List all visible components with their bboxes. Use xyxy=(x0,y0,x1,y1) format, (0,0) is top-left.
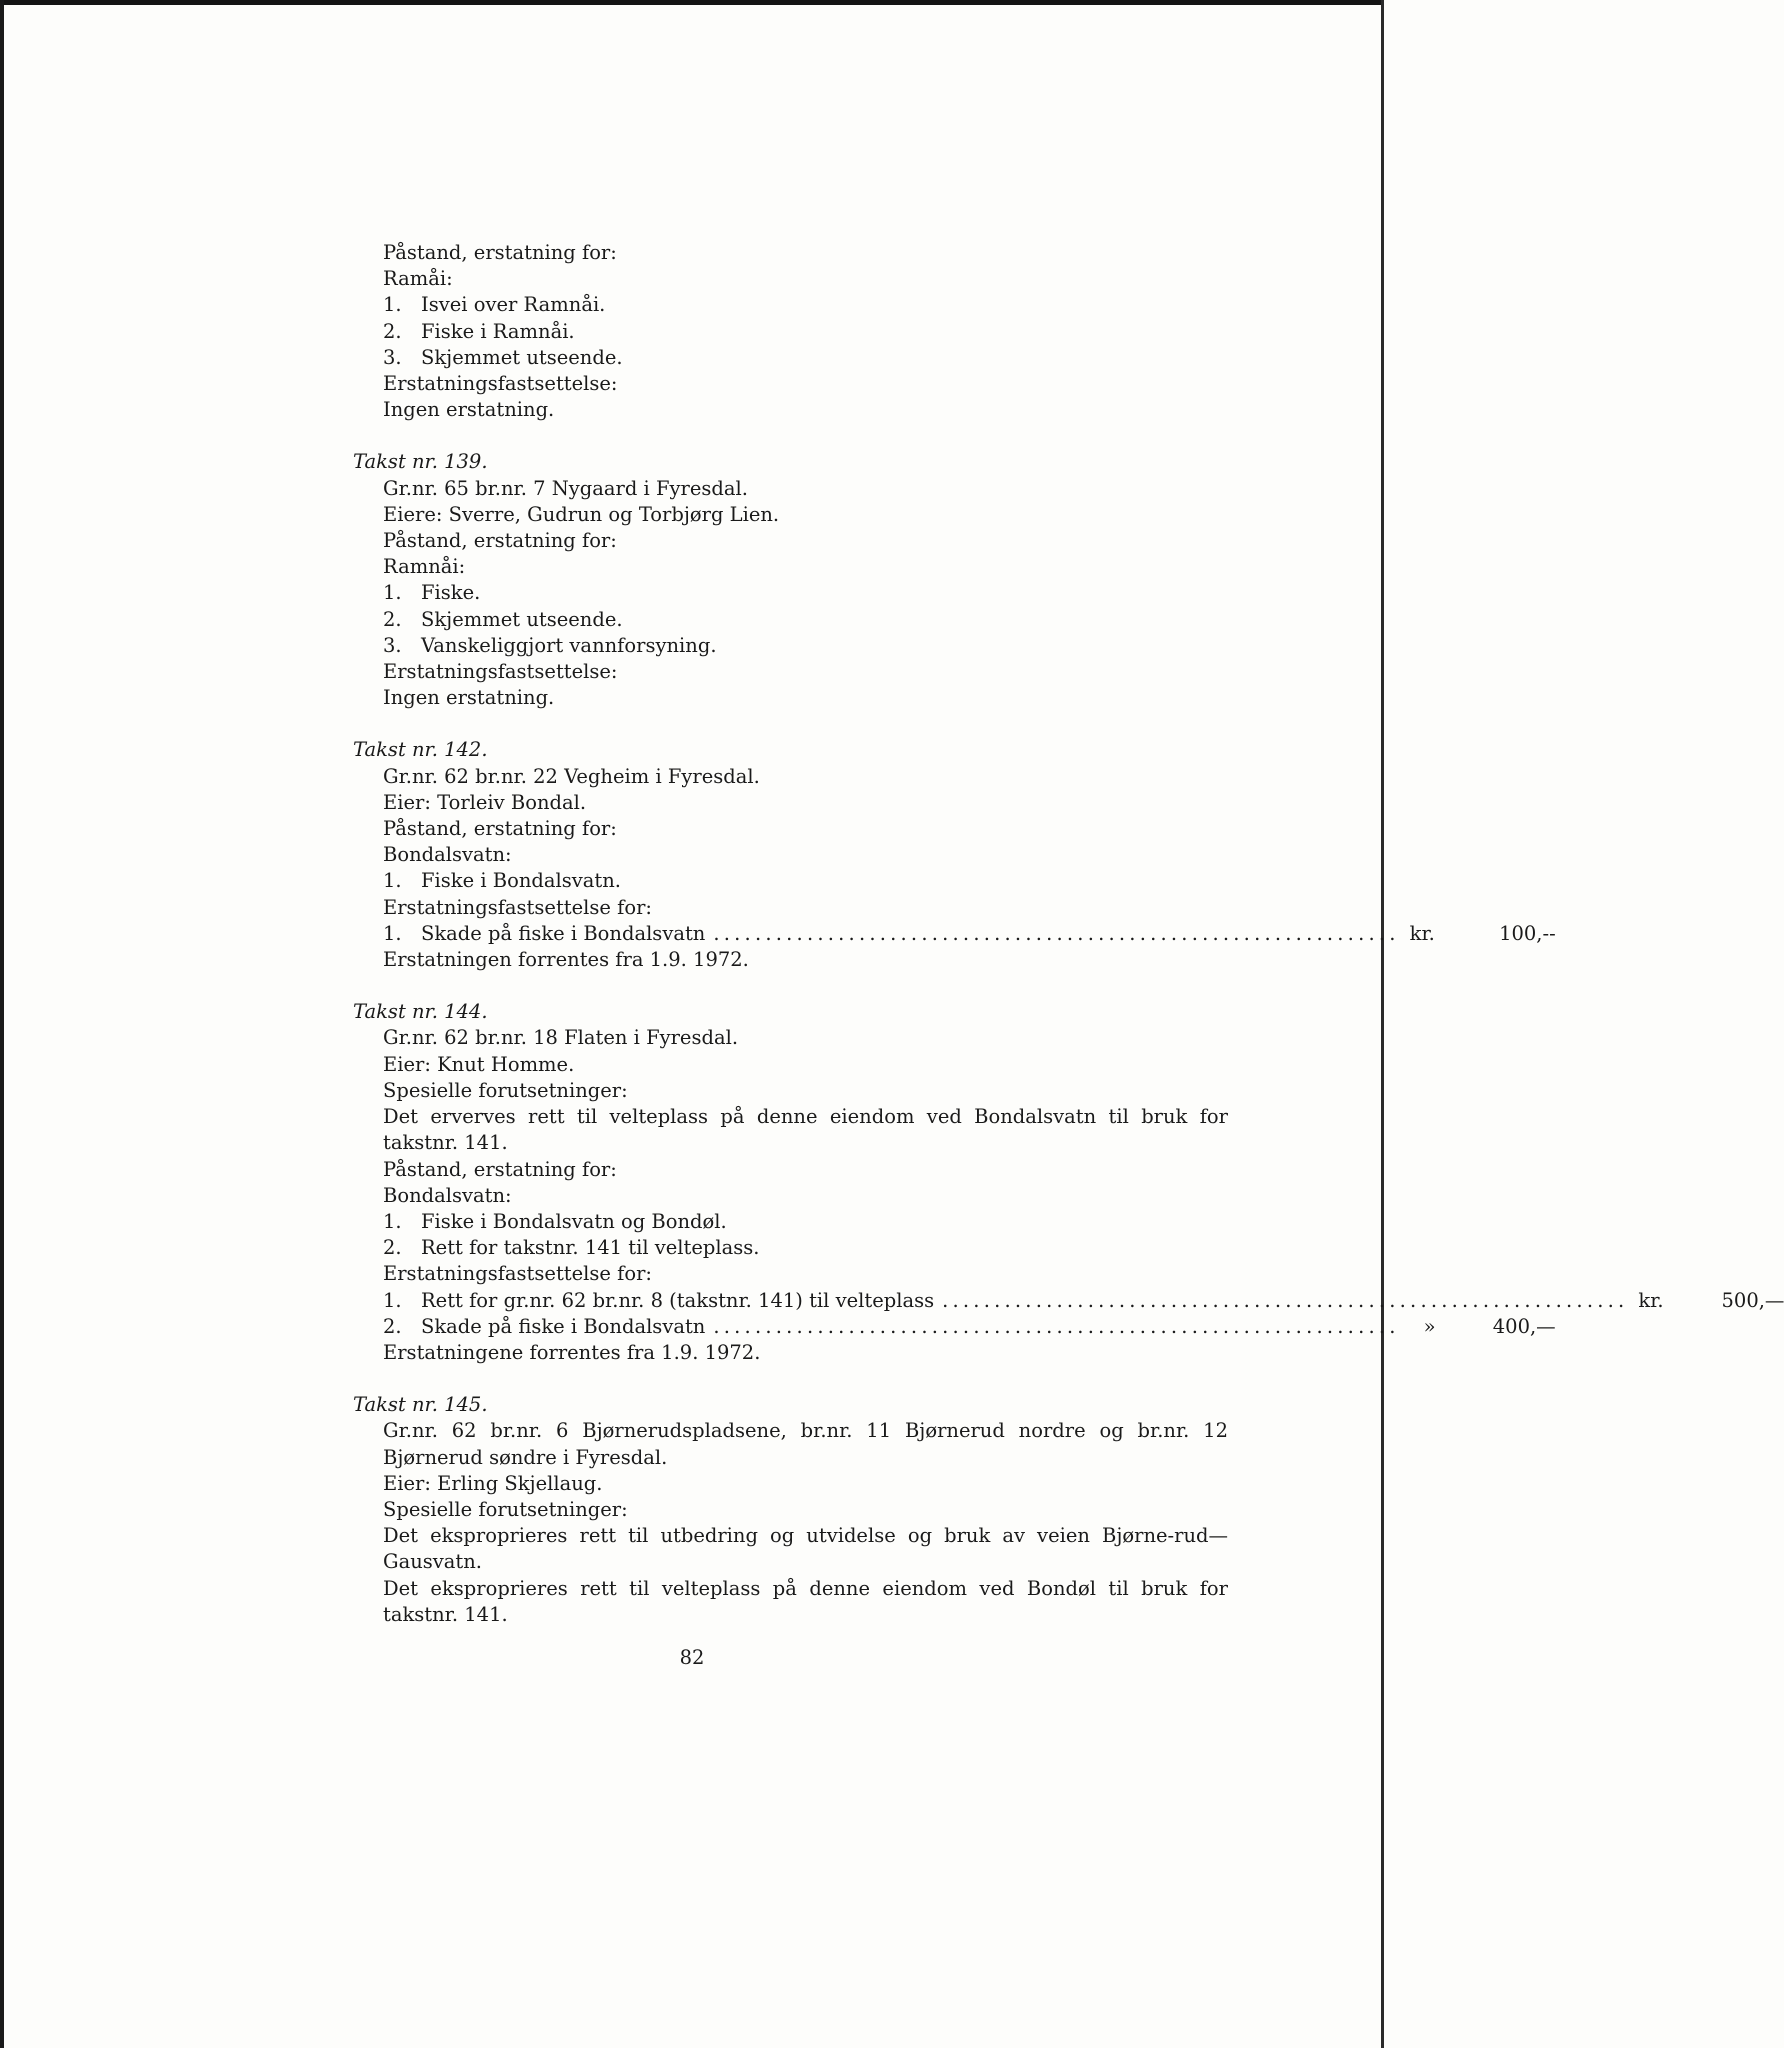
conditions-label: Spesielle forutsetninger: xyxy=(383,1078,628,1102)
item-number: 1. xyxy=(383,581,402,605)
property-line: Gr.nr. 65 br.nr. 7 Nygaard i Fyresdal. xyxy=(383,476,748,500)
item-number: 1. xyxy=(383,869,402,893)
list-item xyxy=(353,633,1228,659)
settlement-label: Erstatningsfastsettelse for: xyxy=(383,1262,652,1286)
item-text: Skjemmet utseende. xyxy=(421,345,623,369)
owner-line: Eier: Erling Skjellaug. xyxy=(383,1471,603,1495)
conditions-paragraph: Det erverves rett til velteplass på denne eiendom ved Bondalsvatn til bruk for takstnr. 141. xyxy=(383,1105,1228,1155)
item-text: Fiske i Ramnåi. xyxy=(421,319,575,343)
settlement-label: Erstatningsfastsettelse: xyxy=(383,372,618,396)
owner-line: Eiere: Sverre, Gudrun og Torbjørg Lien. xyxy=(383,502,780,526)
claim-label: Påstand, erstatning for: xyxy=(383,817,617,841)
item-number: 2. xyxy=(383,319,402,343)
amount-value: 500,— xyxy=(1721,1288,1784,1312)
item-text: Skjemmet utseende. xyxy=(421,607,623,631)
list-item xyxy=(353,607,1228,633)
item-number: 2. xyxy=(383,1314,402,1338)
item-number: 3. xyxy=(383,345,402,369)
list-item xyxy=(353,1209,1228,1235)
property-paragraph: Gr.nr. 62 br.nr. 6 Bjørnerudspladsene, br.nr. 11 Bjørnerud nordre og br.nr. 12 Bjørnerud søndre i Fyresdal. xyxy=(383,1419,1228,1469)
item-text: Rett for takstnr. 141 til velteplass. xyxy=(421,1236,760,1260)
settlement-label: Erstatningsfastsettelse: xyxy=(383,660,618,684)
list-item xyxy=(353,1235,1228,1261)
currency-label: kr. xyxy=(1409,921,1435,945)
section-takst-139 xyxy=(353,449,1228,711)
list-item xyxy=(353,319,1228,345)
section-heading: Takst nr. 139. xyxy=(353,450,488,474)
dot-leader: .................................................................. xyxy=(713,1314,1400,1338)
section-heading: Takst nr. 144. xyxy=(353,1000,488,1024)
amount-row xyxy=(353,1314,1556,1340)
property-line: Gr.nr. 62 br.nr. 22 Vegheim i Fyresdal. xyxy=(383,764,760,788)
owner-line: Eier: Torleiv Bondal. xyxy=(383,790,587,814)
water-label: Ramåi: xyxy=(383,267,453,291)
section-takst-144 xyxy=(353,999,1784,1366)
claim-label: Påstand, erstatning for: xyxy=(383,1157,617,1181)
amount-row xyxy=(353,1288,1784,1314)
section-heading: Takst nr. 145. xyxy=(353,1393,488,1417)
owner-line: Eier: Knut Homme. xyxy=(383,1052,575,1076)
water-label: Bondalsvatn: xyxy=(383,843,512,867)
amount-description: Rett for gr.nr. 62 br.nr. 8 (takstnr. 141) til velteplass xyxy=(421,1288,935,1312)
dot-leader: .................................................................. xyxy=(713,921,1400,945)
item-number: 2. xyxy=(383,607,402,631)
item-number: 3. xyxy=(383,633,402,657)
water-label: Bondalsvatn: xyxy=(383,1183,512,1207)
amount-value: 400,— xyxy=(1492,1314,1556,1338)
amount-row xyxy=(353,921,1556,947)
settlement-result: Ingen erstatning. xyxy=(383,398,555,422)
water-label: Ramnåi: xyxy=(383,555,466,579)
item-text: Isvei over Ramnåi. xyxy=(421,293,606,317)
item-text: Vanskeliggjort vannforsyning. xyxy=(421,633,717,657)
list-item xyxy=(353,345,1228,371)
item-number: 1. xyxy=(383,1288,402,1312)
claim-label: Påstand, erstatning for: xyxy=(383,529,617,553)
scan-border-right xyxy=(1381,0,1384,2048)
item-number: 1. xyxy=(383,1209,402,1233)
document-page xyxy=(353,240,1784,1628)
settlement-result: Ingen erstatning. xyxy=(383,686,555,710)
claim-label: Påstand, erstatning for: xyxy=(383,241,617,264)
section-intro xyxy=(353,240,1228,423)
conditions-paragraph: Det eksproprieres rett til utbedring og utvidelse og bruk av veien Bjørne-rud—Gausvatn. xyxy=(383,1524,1228,1574)
scan-border-left xyxy=(0,0,4,2048)
section-takst-142 xyxy=(353,737,1556,973)
settlement-label: Erstatningsfastsettelse for: xyxy=(383,895,652,919)
conditions-label: Spesielle forutsetninger: xyxy=(383,1497,628,1521)
interest-note: Erstatningene forrentes fra 1.9. 1972. xyxy=(383,1340,761,1364)
amount-value: 100,-- xyxy=(1499,921,1556,945)
section-takst-145 xyxy=(353,1392,1228,1628)
currency-label: kr. xyxy=(1638,1288,1664,1312)
interest-note: Erstatningen forrentes fra 1.9. 1972. xyxy=(383,948,749,972)
item-number: 2. xyxy=(383,1236,402,1260)
item-text: Fiske i Bondalsvatn. xyxy=(421,869,621,893)
item-number: 1. xyxy=(383,293,402,317)
dot-leader: .................................................................. xyxy=(942,1288,1629,1312)
list-item xyxy=(353,292,1228,318)
item-text: Fiske. xyxy=(421,581,481,605)
item-text: Fiske i Bondalsvatn og Bondøl. xyxy=(421,1209,727,1233)
scan-border-top xyxy=(0,0,1384,5)
property-line: Gr.nr. 62 br.nr. 18 Flaten i Fyresdal. xyxy=(383,1026,739,1050)
amount-description: Skade på fiske i Bondalsvatn xyxy=(421,921,706,945)
page-number: 82 xyxy=(679,1646,705,1669)
amount-description: Skade på fiske i Bondalsvatn xyxy=(421,1314,706,1338)
list-item xyxy=(353,868,1228,894)
conditions-paragraph: Det eksproprieres rett til velteplass på denne eiendom ved Bondøl til bruk for takstnr. 141. xyxy=(383,1576,1228,1626)
list-item xyxy=(353,580,1228,606)
ditto-mark: » xyxy=(1423,1314,1436,1338)
item-number: 1. xyxy=(383,921,402,945)
section-heading: Takst nr. 142. xyxy=(353,738,488,762)
